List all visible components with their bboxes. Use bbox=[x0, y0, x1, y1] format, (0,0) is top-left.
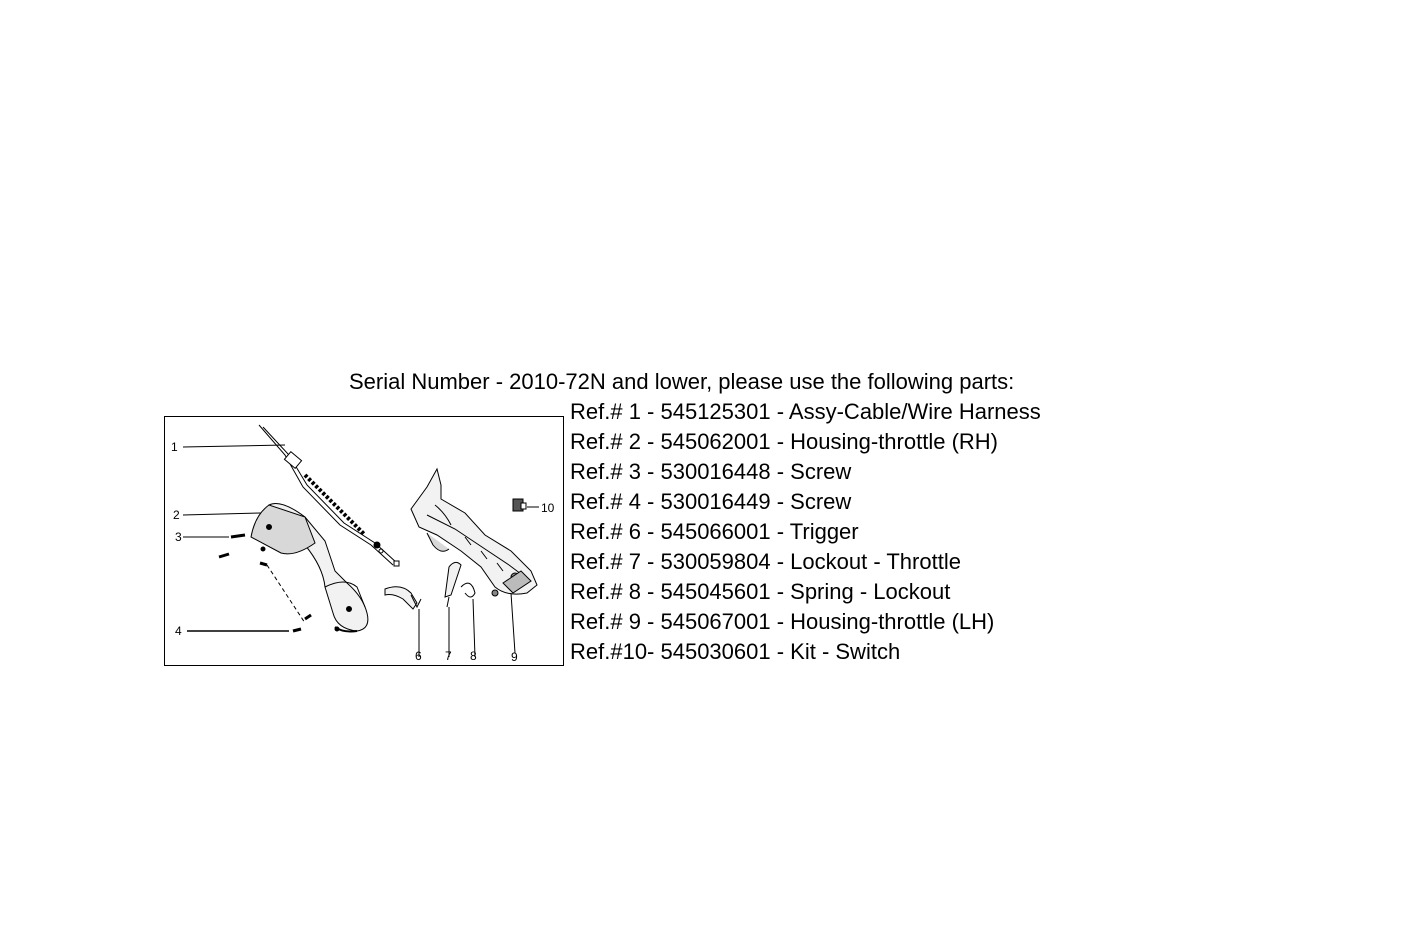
diagram-drawing bbox=[165, 417, 565, 667]
parts-list bbox=[570, 397, 1041, 667]
callout-10: 10 bbox=[541, 501, 555, 515]
exploded-parts-diagram bbox=[164, 416, 564, 666]
callout-1: 1 bbox=[171, 440, 178, 454]
part-ref-9: Ref.# 9 - 545067001 - Housing-throttle (LH) bbox=[570, 609, 995, 634]
part-ref-6: Ref.# 6 - 545066001 - Trigger bbox=[570, 519, 859, 544]
callout-8: 8 bbox=[470, 649, 477, 663]
trigger-drawing bbox=[385, 587, 421, 609]
callout-7: 7 bbox=[445, 649, 452, 663]
lockout-drawing bbox=[445, 562, 461, 607]
part-ref-3: Ref.# 3 - 530016448 - Screw bbox=[570, 459, 852, 484]
callout-9: 9 bbox=[511, 650, 518, 664]
callout-3: 3 bbox=[175, 530, 182, 544]
part-ref-2: Ref.# 2 - 545062001 - Housing-throttle (RH) bbox=[570, 429, 998, 454]
callout-4: 4 bbox=[175, 624, 182, 638]
spring-drawing bbox=[461, 583, 475, 597]
callout-2: 2 bbox=[173, 508, 180, 522]
part-ref-7: Ref.# 7 - 530059804 - Lockout - Throttle bbox=[570, 549, 961, 574]
screw-drawing-4 bbox=[293, 615, 311, 631]
serial-number-heading: Serial Number - 2010-72N and lower, please use the following parts: bbox=[349, 369, 1015, 394]
housing-lh-drawing bbox=[411, 469, 537, 596]
part-ref-4: Ref.# 4 - 530016449 - Screw bbox=[570, 489, 852, 514]
part-ref-8: Ref.# 8 - 545045601 - Spring - Lockout bbox=[570, 579, 951, 604]
part-ref-1: Ref.# 1 - 545125301 - Assy-Cable/Wire Harness bbox=[570, 399, 1041, 424]
switch-kit-drawing bbox=[513, 499, 526, 511]
part-ref-10: Ref.#10- 545030601 - Kit - Switch bbox=[570, 639, 901, 664]
callout-6: 6 bbox=[415, 649, 422, 663]
